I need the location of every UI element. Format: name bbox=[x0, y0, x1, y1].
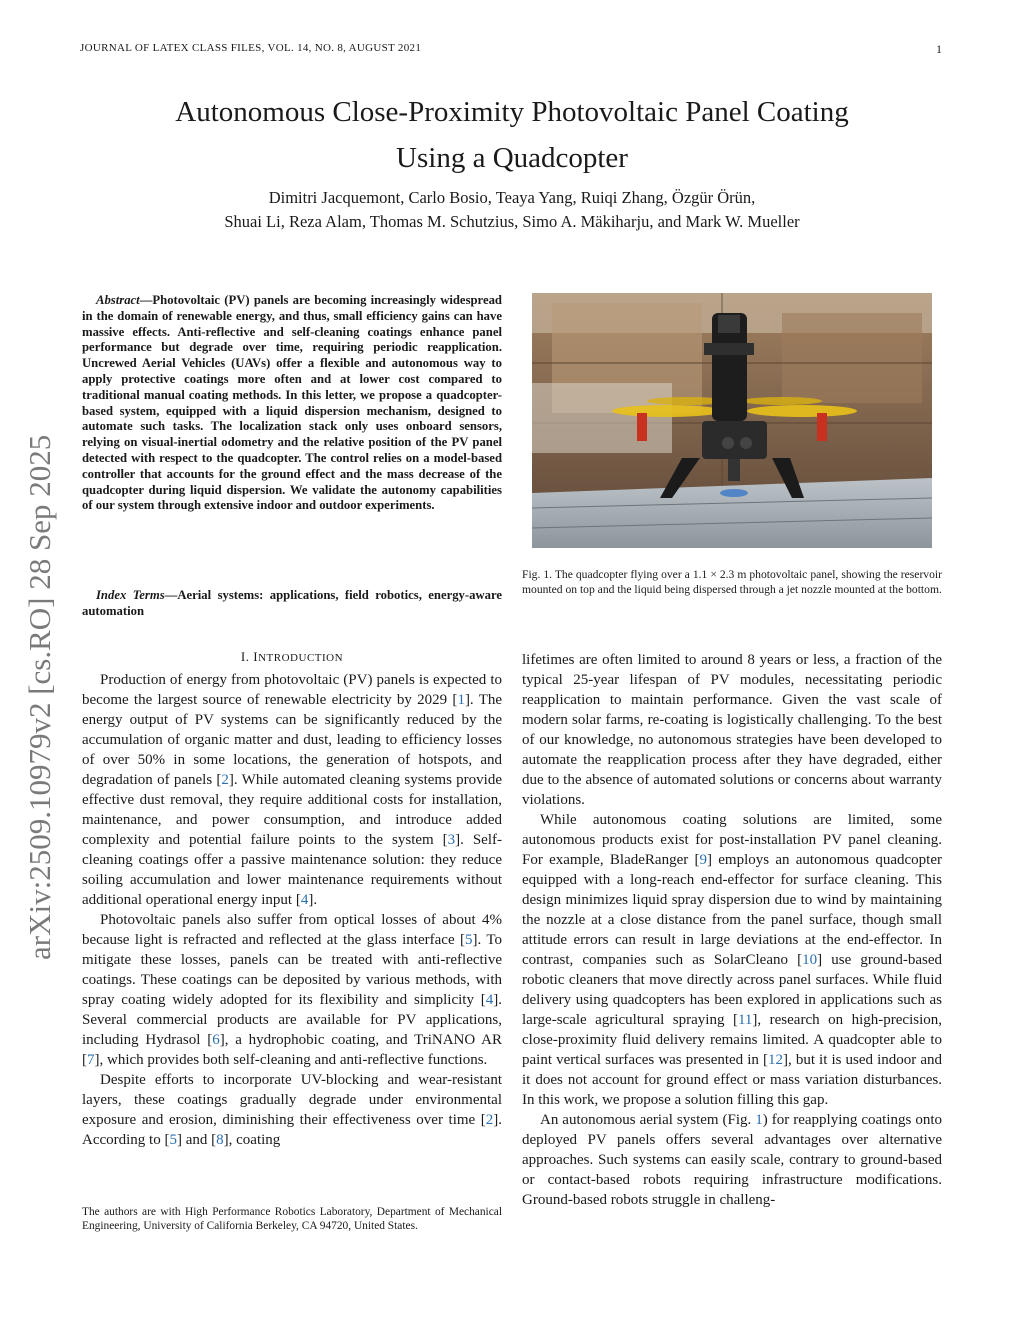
paper-title-line-2: Using a Quadcopter bbox=[396, 142, 628, 174]
section-numeral: I. bbox=[240, 649, 250, 664]
citation-link[interactable]: 4 bbox=[485, 992, 494, 1008]
quadcopter-photo-illustration bbox=[532, 293, 932, 548]
abstract-label: Abstract bbox=[96, 293, 140, 307]
citation-link[interactable]: 5 bbox=[465, 932, 473, 948]
citation-link[interactable]: 5 bbox=[169, 1132, 177, 1148]
citation-link[interactable]: 4 bbox=[300, 892, 309, 908]
citation-link[interactable]: 10 bbox=[802, 952, 818, 968]
page-number: 1 bbox=[936, 42, 942, 56]
abstract-text: —Photovoltaic (PV) panels are becoming increasingly widespread in the domain of renewable energy, and thus, small efficiency gains can have massive effects. Anti-reflective and self-cleaning coatings enhance panel performance but degrade over time, requiring periodic reapplication. Uncrewed Aerial Vehicles (UAVs) offer a flexible and autonomous way to apply protective coatings more often and at lower cost compared to traditional manual coating methods. In this letter, we propose a quadcopter-based system, equipped with a liquid dispersion mechanism, designed to automate such tasks. The localization stack only uses onboard sensors, relying on visual-inertial odometry and the relative position of the PV panel detected with respect to the quadcopter. The control relies on a model-based controller that accounts for the ground effect and the mass decrease of the quadcopter during liquid dispersion. We validate the autonomy capabilities of our system through extensive indoor and outdoor experiments. bbox=[82, 293, 502, 513]
paragraph: An autonomous aerial system (Fig. 1) for reapplying coatings onto deployed PV panels offers several advantages over alternative approaches. Such systems can easily scale, contrary to ground-based or contact-based robots requiring infrastructure modifications. Ground-based robots struggle in challeng- bbox=[522, 1112, 942, 1208]
abstract bbox=[82, 293, 502, 514]
citation-link[interactable]: 2 bbox=[221, 772, 229, 788]
paper-title-line-1: Autonomous Close-Proximity Photovoltaic Panel Coating bbox=[175, 96, 849, 128]
paragraph: Photovoltaic panels also suffer from optical losses of about 4% because light is refracted and reflected at the glass interface [5]. To mitigate these losses, panels can be treated with anti-reflective coatings. These coatings can be deposited by various methods, with spray coating widely adopted for its flexibility and simplicity [4]. Several commercial products are available for PV applications, including Hydrasol [6], a hydrophobic coating, and TriNANO AR [7], which provides both self-cleaning and anti-reflective functions. bbox=[82, 912, 502, 1068]
citation-link[interactable]: 8 bbox=[216, 1132, 224, 1148]
paragraph: Despite efforts to incorporate UV-blocking and wear-resistant layers, these coatings gradually degrade under environmental exposure and erosion, diminishing their effectiveness over time [2]. According to [5] and [8], coating bbox=[82, 1072, 502, 1148]
arxiv-stamp: arXiv:2509.10979v2 [cs.RO] 28 Sep 2025 bbox=[22, 434, 57, 960]
citation-link[interactable]: 12 bbox=[768, 1052, 783, 1068]
citation-link[interactable]: 11 bbox=[737, 1012, 753, 1028]
author-list bbox=[60, 186, 964, 234]
citation-link[interactable]: 9 bbox=[699, 852, 707, 868]
paragraph: While autonomous coating solutions are limited, some autonomous products exist for post-installation PV panel cleaning. For example, BladeRanger [9] employs an autonomous quadcopter equipped with a long-reach end-effector for surface cleaning. This design minimizes liquid spray dispersion due to wind by maintaining the nozzle at a close distance from the panel surface, though small attitude errors can result in large deviations at the end-effector. In contrast, companies such as SolarCleano [10] use ground-based robotic cleaners that move directly across panel surfaces. While fluid delivery using quadcopters has been explored in applications such as large-scale agricultural spraying [11], research on high-precision, close-proximity fluid delivery remains limited. A quadcopter able to paint vertical surfaces was presented in [12], but it is used indoor and it does not account for ground effect or mass variation disturbances. In this work, we propose a solution filling this gap. bbox=[522, 812, 942, 1108]
figure-quadcopter-photo bbox=[532, 293, 932, 548]
index-terms-text: —Aerial systems: applications, field robotics, energy-aware automation bbox=[82, 588, 502, 618]
index-terms-label: Index Terms bbox=[96, 588, 165, 602]
author-footnote: The authors are with High Performance Robotics Laboratory, Department of Mechanical Engineering, University of California Berkeley, CA 94720, United States. bbox=[82, 1206, 502, 1232]
citation-link[interactable]: 6 bbox=[212, 1032, 220, 1048]
section-heading bbox=[82, 649, 502, 665]
section-title-rest: NTRODUCTION bbox=[258, 652, 344, 664]
citation-link[interactable]: 1 bbox=[457, 692, 465, 708]
figure-caption: Fig. 1. The quadcopter flying over a 1.1 × 2.3 m photovoltaic panel, showing the reservoir mounted on top and the liquid being dispersed through a jet nozzle mounted at the bottom. bbox=[522, 568, 942, 596]
citation-link[interactable]: 2 bbox=[485, 1112, 494, 1128]
left-column-body bbox=[82, 670, 502, 1150]
section-title-cap: I bbox=[253, 649, 259, 664]
figure-reference-link[interactable]: 1 bbox=[755, 1112, 763, 1128]
paragraph: lifetimes are often limited to around 8 years or less, a fraction of the typical 25-year lifespan of PV modules, necessitating periodic reapplication to maintain performance. Given the vast scale of modern solar farms, re-coating is logistically challenging. To the best of our knowledge, no autonomous strategies have been developed to automate the reapplication process after they have degraded, either due to the absence of automated solutions or concerns about warranty violations. bbox=[522, 652, 942, 808]
citation-link[interactable]: 3 bbox=[447, 832, 456, 848]
paragraph: Production of energy from photovoltaic (PV) panels is expected to become the largest source of renewable electricity by 2029 [1]. The energy output of PV systems can be significantly reduced by the accumulation of organic matter and dust, leading to efficiency losses of over 50% in some locations, the generation of hotspots, and degradation of panels [2]. While automated cleaning systems provide effective dust removal, they require additional costs for installation, maintenance, and power consumption, and introduce added complexity and potential failure points to the system [3]. Self-cleaning coatings offer a passive maintenance solution: they reduce soiling accumulation and lower maintenance requirements without additional operational energy input [4]. bbox=[82, 672, 503, 908]
right-column-body bbox=[522, 650, 942, 1210]
paper-title bbox=[60, 89, 964, 181]
index-terms bbox=[82, 588, 502, 620]
citation-link[interactable]: 7 bbox=[87, 1052, 95, 1068]
author-line-2: Shuai Li, Reza Alam, Thomas M. Schutzius, Simo A. Mäkiharju, and Mark W. Mueller bbox=[224, 212, 800, 231]
running-header: JOURNAL OF LATEX CLASS FILES, VOL. 14, NO. 8, AUGUST 2021 bbox=[80, 42, 422, 54]
author-line-1: Dimitri Jacquemont, Carlo Bosio, Teaya Yang, Ruiqi Zhang, Özgür Örün, bbox=[268, 188, 756, 207]
